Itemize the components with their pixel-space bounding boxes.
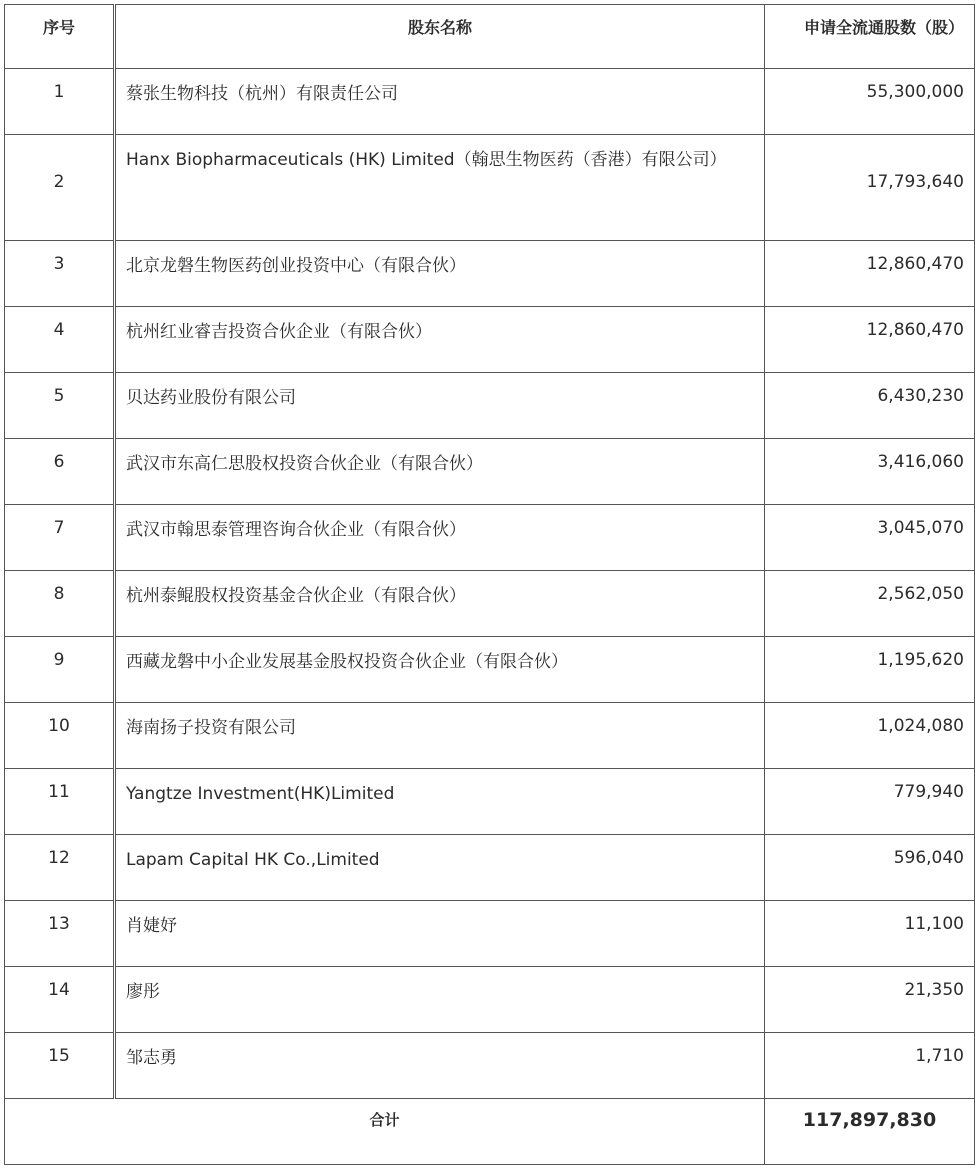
- total-row: [5, 1099, 975, 1165]
- row-shares: 2,562,050: [765, 571, 975, 637]
- header-shareholder-name: 股东名称: [115, 5, 765, 69]
- shareholder-table: [4, 4, 975, 1165]
- header-shares: 申请全流通股数（股）: [765, 5, 975, 69]
- table-row: [5, 505, 975, 571]
- row-shares: 3,045,070: [765, 505, 975, 571]
- table-row: [5, 835, 975, 901]
- row-shares: 3,416,060: [765, 439, 975, 505]
- row-shareholder-name: Hanx Biopharmaceuticals (HK) Limited（翰思生物医药（香港）有限公司）: [115, 135, 765, 241]
- row-shareholder-name: Yangtze Investment(HK)Limited: [115, 769, 765, 835]
- row-shareholder-name: 武汉市翰思泰管理咨询合伙企业（有限合伙）: [115, 505, 765, 571]
- table-row: [5, 69, 975, 135]
- row-index: 7: [5, 505, 115, 571]
- table-row: [5, 1033, 975, 1099]
- row-index: 9: [5, 637, 115, 703]
- row-shareholder-name: 蔡张生物科技（杭州）有限责任公司: [115, 69, 765, 135]
- row-shareholder-name: 邹志勇: [115, 1033, 765, 1099]
- row-index: 6: [5, 439, 115, 505]
- table-header: [5, 5, 975, 69]
- row-shares: 1,024,080: [765, 703, 975, 769]
- table-row: [5, 307, 975, 373]
- row-index: 10: [5, 703, 115, 769]
- row-index: 3: [5, 241, 115, 307]
- table-row: [5, 703, 975, 769]
- row-shares: 6,430,230: [765, 373, 975, 439]
- table-row: [5, 373, 975, 439]
- table-row: [5, 241, 975, 307]
- row-shares: 779,940: [765, 769, 975, 835]
- row-shareholder-name: 廖彤: [115, 967, 765, 1033]
- row-index: 8: [5, 571, 115, 637]
- row-index: 1: [5, 69, 115, 135]
- row-shareholder-name: 武汉市东高仁思股权投资合伙企业（有限合伙）: [115, 439, 765, 505]
- row-shareholder-name: Lapam Capital HK Co.,Limited: [115, 835, 765, 901]
- row-index: 11: [5, 769, 115, 835]
- row-shares: 596,040: [765, 835, 975, 901]
- table-row: [5, 901, 975, 967]
- row-index: 14: [5, 967, 115, 1033]
- table-row: [5, 571, 975, 637]
- row-index: 5: [5, 373, 115, 439]
- row-shareholder-name: 海南扬子投资有限公司: [115, 703, 765, 769]
- table-row: [5, 439, 975, 505]
- row-shares: 11,100: [765, 901, 975, 967]
- table-row: [5, 135, 975, 241]
- table-row: [5, 769, 975, 835]
- row-shareholder-name: 西藏龙磐中小企业发展基金股权投资合伙企业（有限合伙）: [115, 637, 765, 703]
- row-shareholder-name: 北京龙磐生物医药创业投资中心（有限合伙）: [115, 241, 765, 307]
- header-index: 序号: [5, 5, 115, 69]
- row-index: 13: [5, 901, 115, 967]
- total-shares: 117,897,830: [765, 1099, 975, 1165]
- header-row: [5, 5, 975, 69]
- table-body: [5, 69, 975, 1165]
- row-index: 12: [5, 835, 115, 901]
- row-shareholder-name: 杭州红业睿吉投资合伙企业（有限合伙）: [115, 307, 765, 373]
- row-shares: 12,860,470: [765, 241, 975, 307]
- total-label: 合计: [5, 1099, 765, 1165]
- shareholder-table-container: [4, 4, 974, 1165]
- row-index: 4: [5, 307, 115, 373]
- row-shares: 17,793,640: [765, 135, 975, 241]
- row-index: 15: [5, 1033, 115, 1099]
- row-shares: 55,300,000: [765, 69, 975, 135]
- row-shareholder-name: 肖婕妤: [115, 901, 765, 967]
- row-shareholder-name: 杭州泰鲲股权投资基金合伙企业（有限合伙）: [115, 571, 765, 637]
- table-row: [5, 967, 975, 1033]
- row-shares: 1,710: [765, 1033, 975, 1099]
- row-shares: 12,860,470: [765, 307, 975, 373]
- row-shares: 1,195,620: [765, 637, 975, 703]
- row-index: 2: [5, 135, 115, 241]
- row-shareholder-name: 贝达药业股份有限公司: [115, 373, 765, 439]
- row-shares: 21,350: [765, 967, 975, 1033]
- table-row: [5, 637, 975, 703]
